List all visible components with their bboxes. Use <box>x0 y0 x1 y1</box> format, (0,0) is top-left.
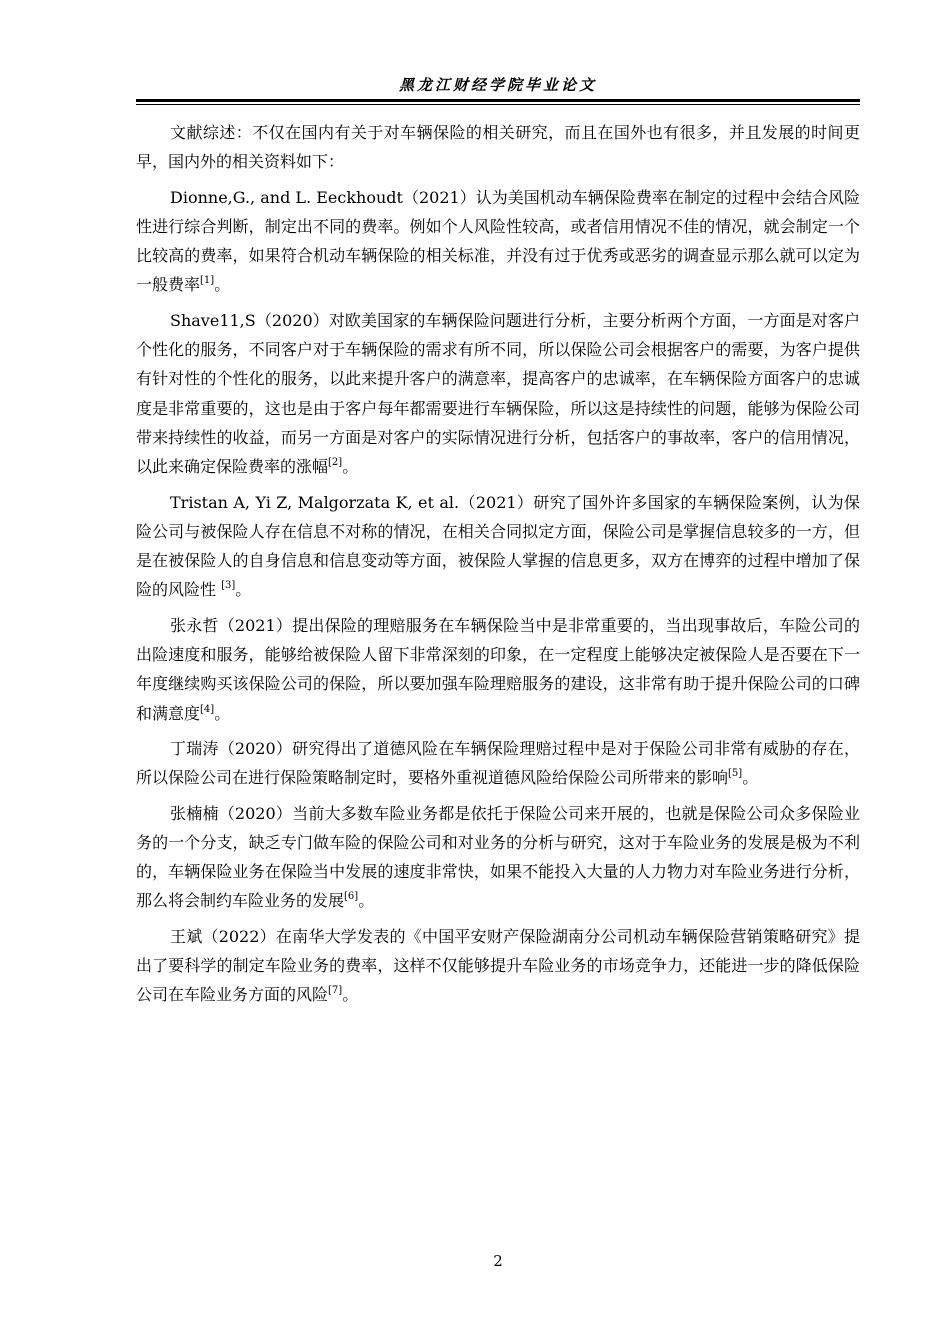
paragraph-tail: 。 <box>235 580 252 600</box>
citation-marker: [3] <box>221 580 236 592</box>
page-number: 2 <box>493 1252 503 1270</box>
paragraph-tail: 。 <box>358 891 375 911</box>
paragraph-review-intro <box>136 118 860 177</box>
paragraph-text: 王斌（2022）在南华大学发表的《中国平安财产保险湖南分公司机动车辆保险营销策略研究》提出了要科学的制定车险业务的费率，这样不仅能够提升车险业务的市场竞争力，还能进一步的降低保险公司在车险业务方面的风险 <box>136 926 860 1005</box>
paragraph-text: 丁瑞涛（2020）研究得出了道德风险在车辆保险理赔过程中是对于保险公司非常有威胁的存在，所以保险公司在进行保险策略制定时，要格外重视道德风险给保险公司所带来的影响 <box>136 738 860 788</box>
paragraph-zhang-nannan <box>136 799 860 916</box>
citation-marker: [7] <box>328 985 343 997</box>
paragraph-text: Dionne,G., and L. Eeckhoudt（2021）认为美国机动车辆保险费率在制定的过程中会结合风险性进行综合判断，制定出不同的费率。例如个人风险性较高，或者信用情况不佳的情况，就会制定一个比较高的费率，如果符合机动车辆保险的相关标准，并没有过于优秀或恶劣的调查显示那么就可以定为一般费率 <box>136 187 860 295</box>
citation-marker: [5] <box>728 768 743 780</box>
header-rule-thick <box>136 99 860 102</box>
paragraph-shavell <box>136 306 860 482</box>
paragraph-text: 张楠楠（2020）当前大多数车险业务都是依托于保险公司来开展的，也就是保险公司众多保险业务的一个分支，缺乏专门做车险的保险公司和对业务的分析与研究，这对于车险业务的发展是极为不利的，车辆保险业务在保险当中发展的速度非常快，如果不能投入大量的人力物力对车险业务进行分析，那么将会制约车险业务的发展 <box>136 803 860 911</box>
page-header-title: 黑龙江财经学院毕业论文 <box>398 76 597 94</box>
header-rule-thin <box>136 104 860 105</box>
paragraph-tail: 。 <box>742 768 759 788</box>
body-content <box>136 118 860 1010</box>
citation-marker: [1] <box>200 275 215 287</box>
citation-marker: [4] <box>200 703 215 715</box>
paragraph-text: 文献综述：不仅在国内有关于对车辆保险的相关研究，而且在国外也有很多，并且发展的时间更早，国内外的相关资料如下： <box>136 123 860 172</box>
paragraph-tail: 。 <box>214 275 231 295</box>
paragraph-dionne <box>136 183 860 300</box>
paragraph-tail: 。 <box>214 703 231 723</box>
paragraph-text: Tristan A, Yi Z, Malgorzata K, et al.（2021）研究了国外许多国家的车辆保险案例，认为保险公司与被保险人存在信息不对称的情况，在相关合同拟定方面，保险公司是掌握信息较多的一方，但是在被保险人的自身信息和信息变动等方面，被保险人掌握的信息更多，双方在博弈的过程中增加了保险的风险性 <box>136 492 860 600</box>
paragraph-ding-ruitao <box>136 734 860 793</box>
paragraph-tail: 。 <box>342 457 359 477</box>
paragraph-wang-bin <box>136 922 860 1010</box>
paragraph-zhang-yongzhe <box>136 611 860 728</box>
paragraph-tail: 。 <box>342 985 359 1005</box>
paragraph-tristan <box>136 488 860 605</box>
citation-marker: [2] <box>328 457 343 469</box>
citation-marker: [6] <box>344 891 359 903</box>
paragraph-text: 张永哲（2021）提出保险的理赔服务在车辆保险当中是非常重要的，当出现事故后，车险公司的出险速度和服务，能够给被保险人留下非常深刻的印象，在一定程度上能够决定被保险人是否要在下一年度继续购买该保险公司的保险，所以要加强车险理赔服务的建设，这非常有助于提升保险公司的口碑和满意度 <box>136 615 860 723</box>
paragraph-text: Shave11,S（2020）对欧美国家的车辆保险问题进行分析，主要分析两个方面，一方面是对客户个性化的服务，不同客户对于车辆保险的需求有所不同，所以保险公司会根据客户的需要，为客户提供有针对性的个性化的服务，以此来提升客户的满意率，提高客户的忠诚率，在车辆保险方面客户的忠诚度是非常重要的，这也是由于客户每年都需要进行车辆保险，所以这是持续性的问题，能够为保险公司带来持续性的收益，而另一方面是对客户的实际情况进行分析，包括客户的事故率，客户的信用情况，以此来确定保险费率的涨幅 <box>136 310 860 477</box>
